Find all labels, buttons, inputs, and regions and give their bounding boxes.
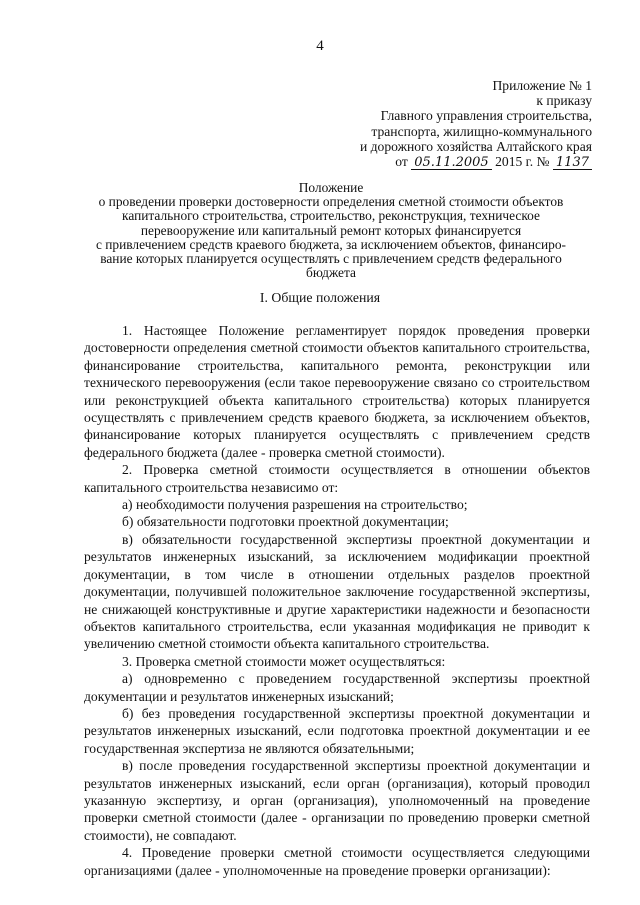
appendix-line: транспорта, жилищно-коммунального	[371, 123, 592, 139]
paragraph: 4. Проведение проверки сметной стоимости осуществляется следующими организациями (далее - уполномоченные на проведение проверки организации):	[84, 845, 590, 878]
heading-line: с привлечением средств краевого бюджета, за исключением объектов, финансиро-	[95, 236, 567, 252]
document-heading	[78, 181, 584, 280]
paragraph: в) обязательности государственной экспертизы проектной документации и результатов инженерных изысканий, за исключением модификации проектной документации, в том числе в отношении отдельных разделов проектной документации, получившей положительное заключение государственной экспертизы, не снижающей конструктивные и другие характеристики надежности и безопасности объектов капитального строительства, если указанная модификация не приводит к увеличению сметной стоимости объекта капитального строительства.	[84, 531, 590, 652]
heading-line: капитального строительства, строительство, реконструкция, техническое	[122, 208, 540, 224]
paragraph: 1. Настоящее Положение регламентирует порядок проведения проверки достоверности определения сметной стоимости объектов капитального строительства, финансирование строительства, капитального ремонта, реконструкции или технического перевооружения (если такое перевооружение связано со строительством или реконструкцией объекта капитального строительства) которых планируется осуществлять с привлечением средств краевого бюджета, за исключением объектов, финансирование которых планируется осуществлять с привлечением средств федерального бюджета (далее - проверка сметной стоимости).	[84, 323, 590, 460]
paragraph: 3. Проверка сметной стоимости может осуществляться:	[122, 653, 446, 669]
paragraph: а) одновременно с проведением государственной экспертизы проектной документации и результатов инженерных изысканий;	[84, 671, 590, 704]
heading-line: перевооружение или капитальный ремонт которых финансируется	[140, 222, 522, 238]
heading-line: вание которых планируется осуществлять с привлечением средств федерального	[100, 251, 562, 267]
appendix-line: Главного управления строительства,	[380, 108, 592, 124]
handwritten-date: 05.11.2005	[411, 157, 491, 170]
page-number: 4	[316, 38, 324, 54]
heading-word: Положение	[298, 180, 364, 195]
order-date-line	[272, 154, 592, 170]
paragraph: б) обязательности подготовки проектной документации;	[122, 514, 449, 530]
document-body	[84, 322, 590, 879]
heading-line: бюджета	[306, 265, 356, 281]
appendix-line: к приказу	[536, 93, 592, 109]
appendix-block	[272, 78, 592, 170]
appendix-title: Приложение № 1	[492, 78, 592, 93]
paragraph: 2. Проверка сметной стоимости осуществляется в отношении объектов капитального строительства независимо от:	[84, 462, 590, 495]
paragraph: в) после проведения государственной экспертизы проектной документации и результатов инженерных изысканий, если орган (организация), который проводил указанную экспертизу, и орган (организация), уполномоченный на проведение проверки сметной стоимости (далее - организации по проведению проверки сметной стоимости), не совпадают.	[84, 758, 590, 843]
paragraph: б) без проведения государственной экспертизы проектной документации и результатов инженерных изысканий, если подготовка проектной документации и ее государственная экспертиза не являются обязательными;	[84, 705, 590, 756]
paragraph: а) необходимости получения разрешения на строительство;	[122, 497, 468, 513]
section-title: I. Общие положения	[259, 290, 381, 305]
heading-line: о проведении проверки достоверности определения сметной стоимости объектов	[98, 194, 564, 210]
date-suffix: 2015 г. №	[495, 154, 550, 170]
date-prefix: от	[395, 154, 408, 170]
handwritten-order-number: 1137	[553, 157, 592, 170]
appendix-line: и дорожного хозяйства Алтайского края	[359, 138, 592, 154]
